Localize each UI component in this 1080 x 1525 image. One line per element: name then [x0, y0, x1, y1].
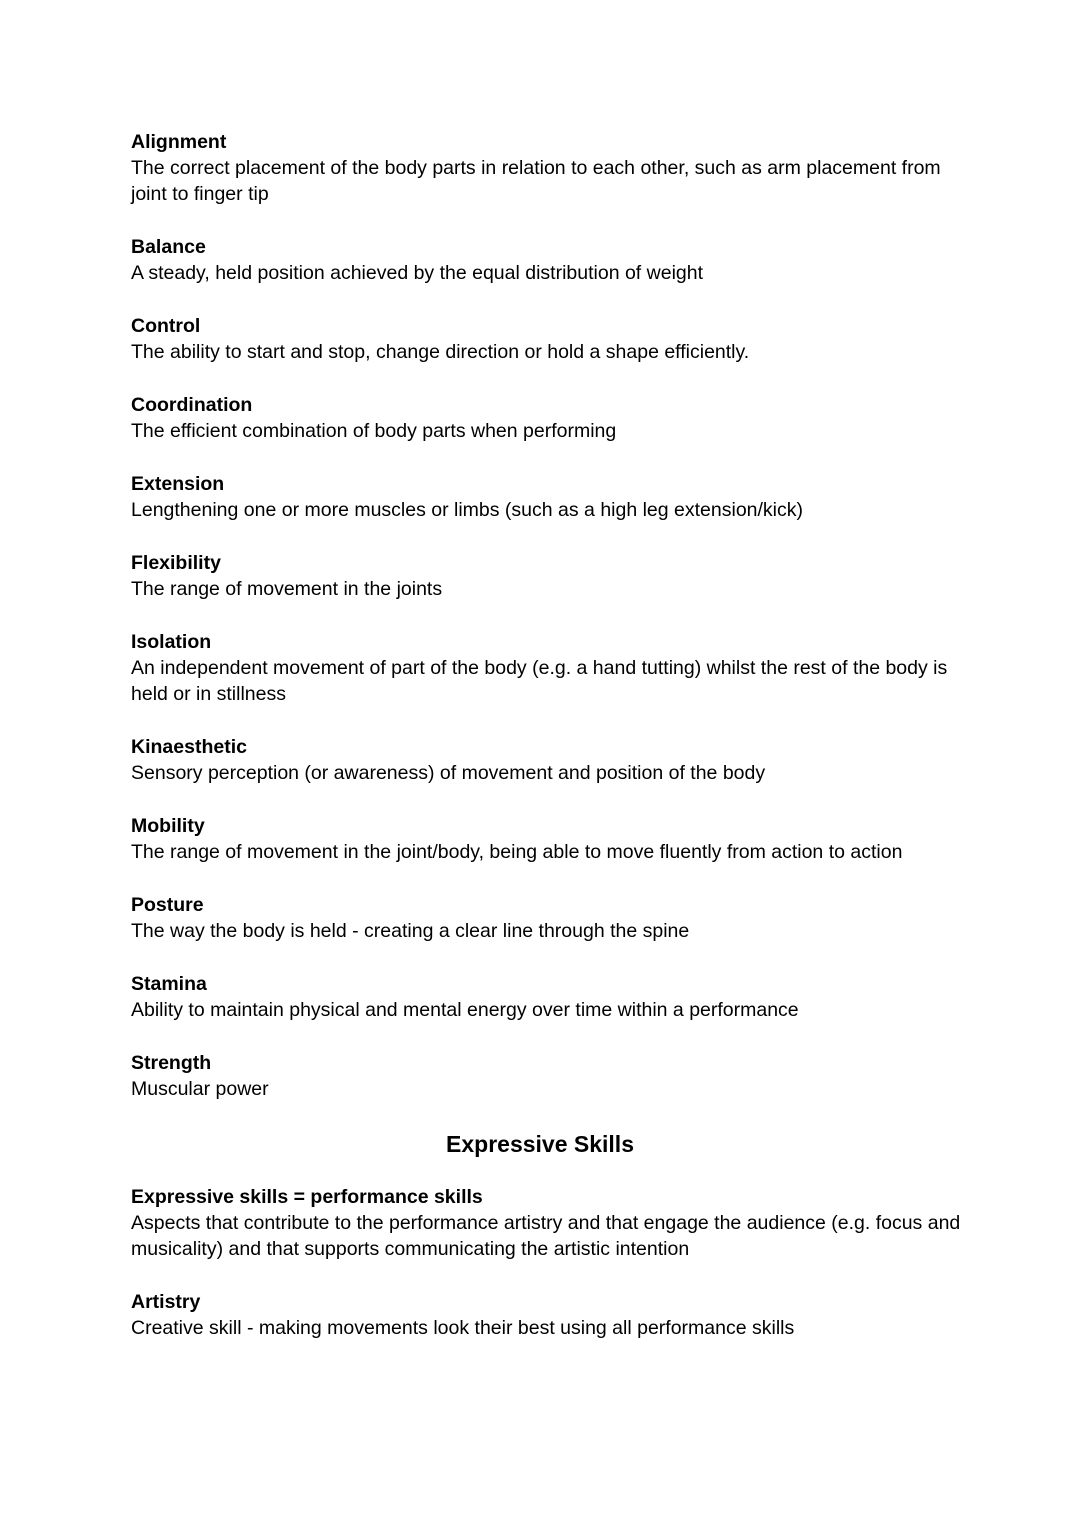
term-title: Isolation: [131, 631, 212, 653]
glossary-content: [131, 129, 961, 1368]
term-definition: Muscular power: [131, 1078, 269, 1100]
term-title: Coordination: [131, 394, 253, 416]
term-title: Stamina: [131, 973, 207, 995]
term-expressive-skills: [131, 1184, 961, 1262]
term-definition: Creative skill - making movements look their best using all performance skills: [131, 1317, 795, 1339]
term-flexibility: [131, 550, 961, 602]
term-definition: The efficient combination of body parts when performing: [131, 420, 617, 442]
term-title: Posture: [131, 894, 204, 916]
term-posture: [131, 892, 961, 944]
term-title: Expressive skills = performance skills: [131, 1186, 483, 1208]
term-definition: The correct placement of the body parts in relation to each other, such as arm placement from joint to finger tip: [131, 157, 941, 205]
term-stamina: [131, 971, 961, 1023]
term-title: Balance: [131, 236, 206, 258]
section-heading-expressive-skills: Expressive Skills: [446, 1131, 634, 1157]
term-title: Artistry: [131, 1291, 201, 1313]
term-title: Mobility: [131, 815, 205, 837]
term-control: [131, 313, 961, 365]
term-definition: The ability to start and stop, change direction or hold a shape efficiently.: [131, 341, 750, 363]
term-coordination: [131, 392, 961, 444]
term-extension: [131, 471, 961, 523]
term-artistry: [131, 1289, 961, 1341]
term-title: Flexibility: [131, 552, 221, 574]
term-balance: [131, 234, 961, 286]
term-title: Kinaesthetic: [131, 736, 247, 758]
term-mobility: [131, 813, 961, 865]
term-title: Extension: [131, 473, 225, 495]
term-definition: The way the body is held - creating a clear line through the spine: [131, 920, 690, 942]
term-definition: The range of movement in the joint/body, being able to move fluently from action to action: [131, 841, 903, 863]
term-title: Alignment: [131, 131, 227, 153]
term-definition: A steady, held position achieved by the equal distribution of weight: [131, 262, 704, 284]
term-alignment: [131, 129, 961, 207]
term-strength: [131, 1050, 961, 1102]
term-definition: An independent movement of part of the body (e.g. a hand tutting) whilst the rest of the body is held or in stillness: [131, 657, 948, 705]
term-definition: Ability to maintain physical and mental energy over time within a performance: [131, 999, 799, 1021]
term-isolation: [131, 629, 961, 707]
term-definition: Aspects that contribute to the performance artistry and that engage the audience (e.g. focus and musicality) and that supports communicating the artistic intention: [131, 1212, 961, 1260]
term-definition: Lengthening one or more muscles or limbs (such as a high leg extension/kick): [131, 499, 804, 521]
term-title: Strength: [131, 1052, 212, 1074]
term-definition: The range of movement in the joints: [131, 578, 443, 600]
term-kinaesthetic: [131, 734, 961, 786]
term-title: Control: [131, 315, 201, 337]
term-definition: Sensory perception (or awareness) of movement and position of the body: [131, 762, 766, 784]
